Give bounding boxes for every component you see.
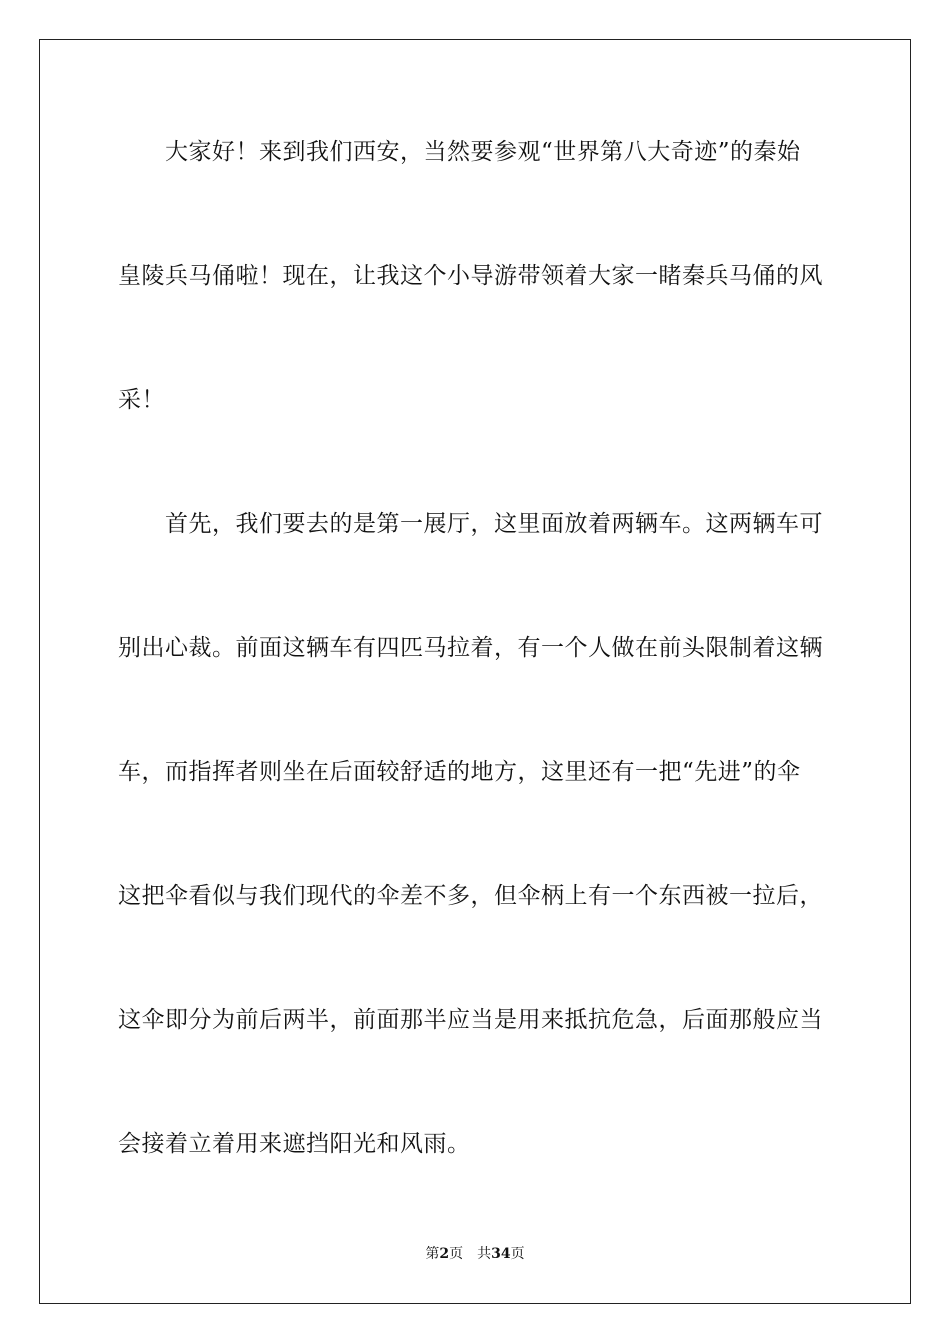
footer-total-suffix: 页 xyxy=(510,1246,525,1262)
footer-page-number: 2 xyxy=(439,1246,450,1262)
paragraph-2-line-4: 这把伞看似与我们现代的伞差不多，但伞柄上有一个东西被一拉后， xyxy=(118,883,823,909)
paragraph-2-line-6: 会接着立着用来遮挡阳光和风雨。 xyxy=(118,1131,471,1157)
paragraph-1-line-1: 大家好！来到我们西安，当然要参观“世界第八大奇迹”的秦始 xyxy=(118,139,801,165)
paragraph-2-line-1: 首先，我们要去的是第一展厅，这里面放着两辆车。这两辆车可 xyxy=(118,511,823,537)
paragraph-1-line-3: 采！ xyxy=(118,387,165,413)
paragraph-2-line-5: 这伞即分为前后两半，前面那半应当是用来抵抗危急，后面那般应当 xyxy=(118,1007,823,1033)
page-border xyxy=(39,39,911,1304)
paragraph-2-line-3: 车，而指挥者则坐在后面较舒适的地方，这里还有一把“先进”的伞 xyxy=(118,759,801,785)
paragraph-2-line-2: 别出心裁。前面这辆车有四匹马拉着，有一个人做在前头限制着这辆 xyxy=(118,635,823,661)
footer-page-suffix: 页 xyxy=(449,1246,464,1262)
paragraph-1-line-2: 皇陵兵马俑啦！现在，让我这个小导游带领着大家一睹秦兵马俑的风 xyxy=(118,263,823,289)
footer-total-prefix: 共 xyxy=(477,1246,492,1262)
page-footer xyxy=(0,1245,950,1263)
footer-total-pages: 34 xyxy=(491,1246,511,1262)
footer-page-prefix: 第 xyxy=(425,1246,440,1262)
